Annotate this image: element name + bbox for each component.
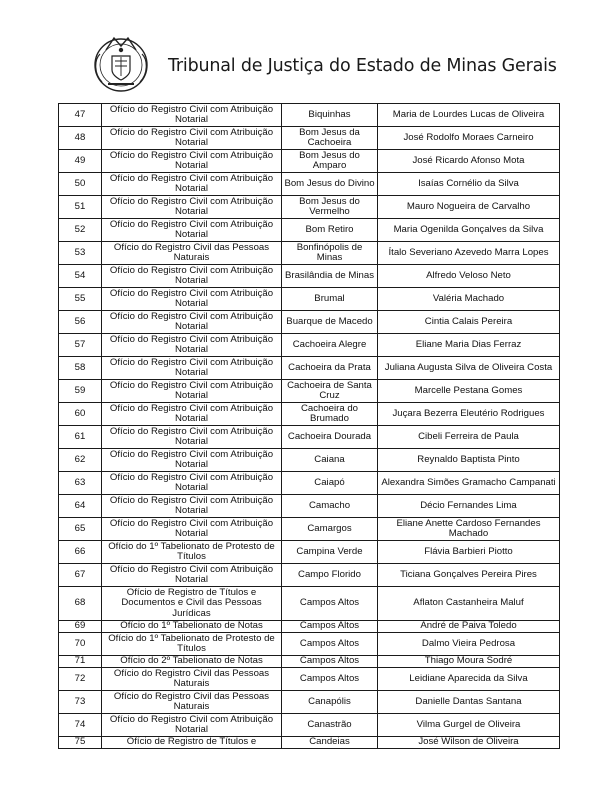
table-row [59, 472, 560, 495]
holder-cell: Valéria Machado [378, 288, 560, 311]
table-row [59, 357, 560, 380]
office-cell: Ofício do Registro Civil com Atribuição Notarial [102, 265, 282, 288]
row-number-cell: 60 [59, 403, 102, 426]
table-row [59, 564, 560, 587]
holder-cell: Alexandra Simões Gramacho Campanati [378, 472, 560, 495]
table-row [59, 668, 560, 691]
row-number-cell: 61 [59, 426, 102, 449]
office-cell: Ofício do Registro Civil com Atribuição Notarial [102, 311, 282, 334]
holder-cell: Cibeli Ferreira de Paula [378, 426, 560, 449]
holder-cell: Cintia Calais Pereira [378, 311, 560, 334]
row-number-cell: 48 [59, 127, 102, 150]
row-number-cell: 67 [59, 564, 102, 587]
table-row [59, 219, 560, 242]
city-cell: Canastrão [282, 714, 378, 737]
table-row [59, 714, 560, 737]
registry-table [58, 103, 560, 749]
table-row [59, 449, 560, 472]
table-row [59, 311, 560, 334]
table-row [59, 334, 560, 357]
city-cell: Biquinhas [282, 104, 378, 127]
row-number-cell: 71 [59, 656, 102, 668]
table-row [59, 656, 560, 668]
row-number-cell: 58 [59, 357, 102, 380]
row-number-cell: 53 [59, 242, 102, 265]
row-number-cell: 56 [59, 311, 102, 334]
city-cell: Cachoeira de Santa Cruz [282, 380, 378, 403]
city-cell: Campos Altos [282, 633, 378, 656]
office-cell: Ofício do Registro Civil com Atribuição Notarial [102, 714, 282, 737]
holder-cell: Reynaldo Baptista Pinto [378, 449, 560, 472]
city-cell: Bom Retiro [282, 219, 378, 242]
office-cell: Ofício do Registro Civil com Atribuição Notarial [102, 150, 282, 173]
table-row [59, 737, 560, 749]
holder-cell: Marcelle Pestana Gomes [378, 380, 560, 403]
office-cell: Ofício do Registro Civil com Atribuição Notarial [102, 564, 282, 587]
table-row [59, 104, 560, 127]
office-cell: Ofício do 1º Tabelionato de Notas [102, 621, 282, 633]
city-cell: Campina Verde [282, 541, 378, 564]
holder-cell: Alfredo Veloso Neto [378, 265, 560, 288]
office-cell: Ofício do Registro Civil com Atribuição Notarial [102, 403, 282, 426]
table-row [59, 173, 560, 196]
table-row [59, 633, 560, 656]
holder-cell: Décio Fernandes Lima [378, 495, 560, 518]
city-cell: Bom Jesus do Vermelho [282, 196, 378, 219]
table-row [59, 150, 560, 173]
office-cell: Ofício do Registro Civil com Atribuição Notarial [102, 426, 282, 449]
row-number-cell: 51 [59, 196, 102, 219]
holder-cell: Isaías Cornélio da Silva [378, 173, 560, 196]
holder-cell: Dalmo Vieira Pedrosa [378, 633, 560, 656]
city-cell: Brumal [282, 288, 378, 311]
registry-table-body [59, 104, 560, 749]
city-cell: Buarque de Macedo [282, 311, 378, 334]
office-cell: Ofício do Registro Civil com Atribuição Notarial [102, 104, 282, 127]
city-cell: Cachoeira Alegre [282, 334, 378, 357]
table-row [59, 587, 560, 621]
city-cell: Caiapó [282, 472, 378, 495]
row-number-cell: 57 [59, 334, 102, 357]
city-cell: Candeias [282, 737, 378, 749]
row-number-cell: 73 [59, 691, 102, 714]
office-cell: Ofício do Registro Civil com Atribuição Notarial [102, 518, 282, 541]
row-number-cell: 74 [59, 714, 102, 737]
holder-cell: Maria Ogenilda Gonçalves da Silva [378, 219, 560, 242]
holder-cell: Danielle Dantas Santana [378, 691, 560, 714]
office-cell: Ofício do Registro Civil com Atribuição Notarial [102, 380, 282, 403]
table-row [59, 380, 560, 403]
table-row [59, 242, 560, 265]
city-cell: Bom Jesus do Amparo [282, 150, 378, 173]
city-cell: Campos Altos [282, 656, 378, 668]
office-cell: Ofício do Registro Civil com Atribuição Notarial [102, 196, 282, 219]
holder-cell: Juçara Bezerra Eleutério Rodrigues [378, 403, 560, 426]
row-number-cell: 70 [59, 633, 102, 656]
city-cell: Camacho [282, 495, 378, 518]
row-number-cell: 54 [59, 265, 102, 288]
office-cell: Ofício do Registro Civil com Atribuição Notarial [102, 288, 282, 311]
holder-cell: Vilma Gurgel de Oliveira [378, 714, 560, 737]
holder-cell: André de Paiva Toledo [378, 621, 560, 633]
office-cell: Ofício do Registro Civil das Pessoas Naturais [102, 242, 282, 265]
city-cell: Caiana [282, 449, 378, 472]
table-row [59, 691, 560, 714]
holder-cell: Maria de Lourdes Lucas de Oliveira [378, 104, 560, 127]
table-row [59, 426, 560, 449]
holder-cell: Thiago Moura Sodré [378, 656, 560, 668]
row-number-cell: 63 [59, 472, 102, 495]
office-cell: Ofício do Registro Civil com Atribuição Notarial [102, 334, 282, 357]
office-cell: Ofício do 2º Tabelionato de Notas [102, 656, 282, 668]
city-cell: Campos Altos [282, 587, 378, 621]
holder-cell: José Ricardo Afonso Mota [378, 150, 560, 173]
office-cell: Ofício do Registro Civil com Atribuição Notarial [102, 472, 282, 495]
holder-cell: Ticiana Gonçalves Pereira Pires [378, 564, 560, 587]
row-number-cell: 68 [59, 587, 102, 621]
city-cell: Cachoeira da Prata [282, 357, 378, 380]
office-cell: Ofício do Registro Civil com Atribuição Notarial [102, 219, 282, 242]
table-row [59, 621, 560, 633]
city-cell: Bom Jesus do Divino [282, 173, 378, 196]
city-cell: Campos Altos [282, 621, 378, 633]
table-row [59, 288, 560, 311]
city-cell: Bom Jesus da Cachoeira [282, 127, 378, 150]
table-row [59, 495, 560, 518]
city-cell: Cachoeira do Brumado [282, 403, 378, 426]
row-number-cell: 55 [59, 288, 102, 311]
office-cell: Ofício do Registro Civil com Atribuição Notarial [102, 173, 282, 196]
row-number-cell: 50 [59, 173, 102, 196]
office-cell: Ofício do Registro Civil com Atribuição Notarial [102, 357, 282, 380]
city-cell: Canapólis [282, 691, 378, 714]
holder-cell: Leidiane Aparecida da Silva [378, 668, 560, 691]
row-number-cell: 47 [59, 104, 102, 127]
row-number-cell: 49 [59, 150, 102, 173]
holder-cell: Mauro Nogueira de Carvalho [378, 196, 560, 219]
row-number-cell: 59 [59, 380, 102, 403]
row-number-cell: 75 [59, 737, 102, 749]
city-cell: Cachoeira Dourada [282, 426, 378, 449]
office-cell: Ofício do 1º Tabelionato de Protesto de Títulos [102, 633, 282, 656]
holder-cell: Juliana Augusta Silva de Oliveira Costa [378, 357, 560, 380]
holder-cell: Aflaton Castanheira Maluf [378, 587, 560, 621]
city-cell: Camargos [282, 518, 378, 541]
city-cell: Brasilândia de Minas [282, 265, 378, 288]
row-number-cell: 66 [59, 541, 102, 564]
row-number-cell: 62 [59, 449, 102, 472]
table-row [59, 403, 560, 426]
city-cell: Campo Florido [282, 564, 378, 587]
office-cell: Ofício do Registro Civil das Pessoas Naturais [102, 691, 282, 714]
city-cell: Bonfinópolis de Minas [282, 242, 378, 265]
page-header [88, 30, 557, 94]
office-cell: Ofício do Registro Civil com Atribuição Notarial [102, 495, 282, 518]
table-row [59, 265, 560, 288]
holder-cell: José Rodolfo Moraes Carneiro [378, 127, 560, 150]
table-row [59, 518, 560, 541]
holder-cell: Eliane Maria Dias Ferraz [378, 334, 560, 357]
table-row [59, 196, 560, 219]
holder-cell: Eliane Anette Cardoso Fernandes Machado [378, 518, 560, 541]
office-cell: Ofício do Registro Civil das Pessoas Naturais [102, 668, 282, 691]
table-row [59, 541, 560, 564]
row-number-cell: 64 [59, 495, 102, 518]
court-name-title: Tribunal de Justiça do Estado de Minas Gerais [168, 56, 557, 76]
row-number-cell: 52 [59, 219, 102, 242]
office-cell: Ofício de Registro de Títulos e [102, 737, 282, 749]
office-cell: Ofício do 1º Tabelionato de Protesto de Títulos [102, 541, 282, 564]
city-cell: Campos Altos [282, 668, 378, 691]
office-cell: Ofício do Registro Civil com Atribuição Notarial [102, 127, 282, 150]
row-number-cell: 72 [59, 668, 102, 691]
coat-of-arms-seal [88, 30, 154, 96]
row-number-cell: 69 [59, 621, 102, 633]
holder-cell: Ítalo Severiano Azevedo Marra Lopes [378, 242, 560, 265]
row-number-cell: 65 [59, 518, 102, 541]
holder-cell: José Wilson de Oliveira [378, 737, 560, 749]
office-cell: Ofício do Registro Civil com Atribuição Notarial [102, 449, 282, 472]
office-cell: Ofício de Registro de Títulos e Documentos e Civil das Pessoas Jurídicas [102, 587, 282, 621]
holder-cell: Flávia Barbieri Piotto [378, 541, 560, 564]
table-row [59, 127, 560, 150]
